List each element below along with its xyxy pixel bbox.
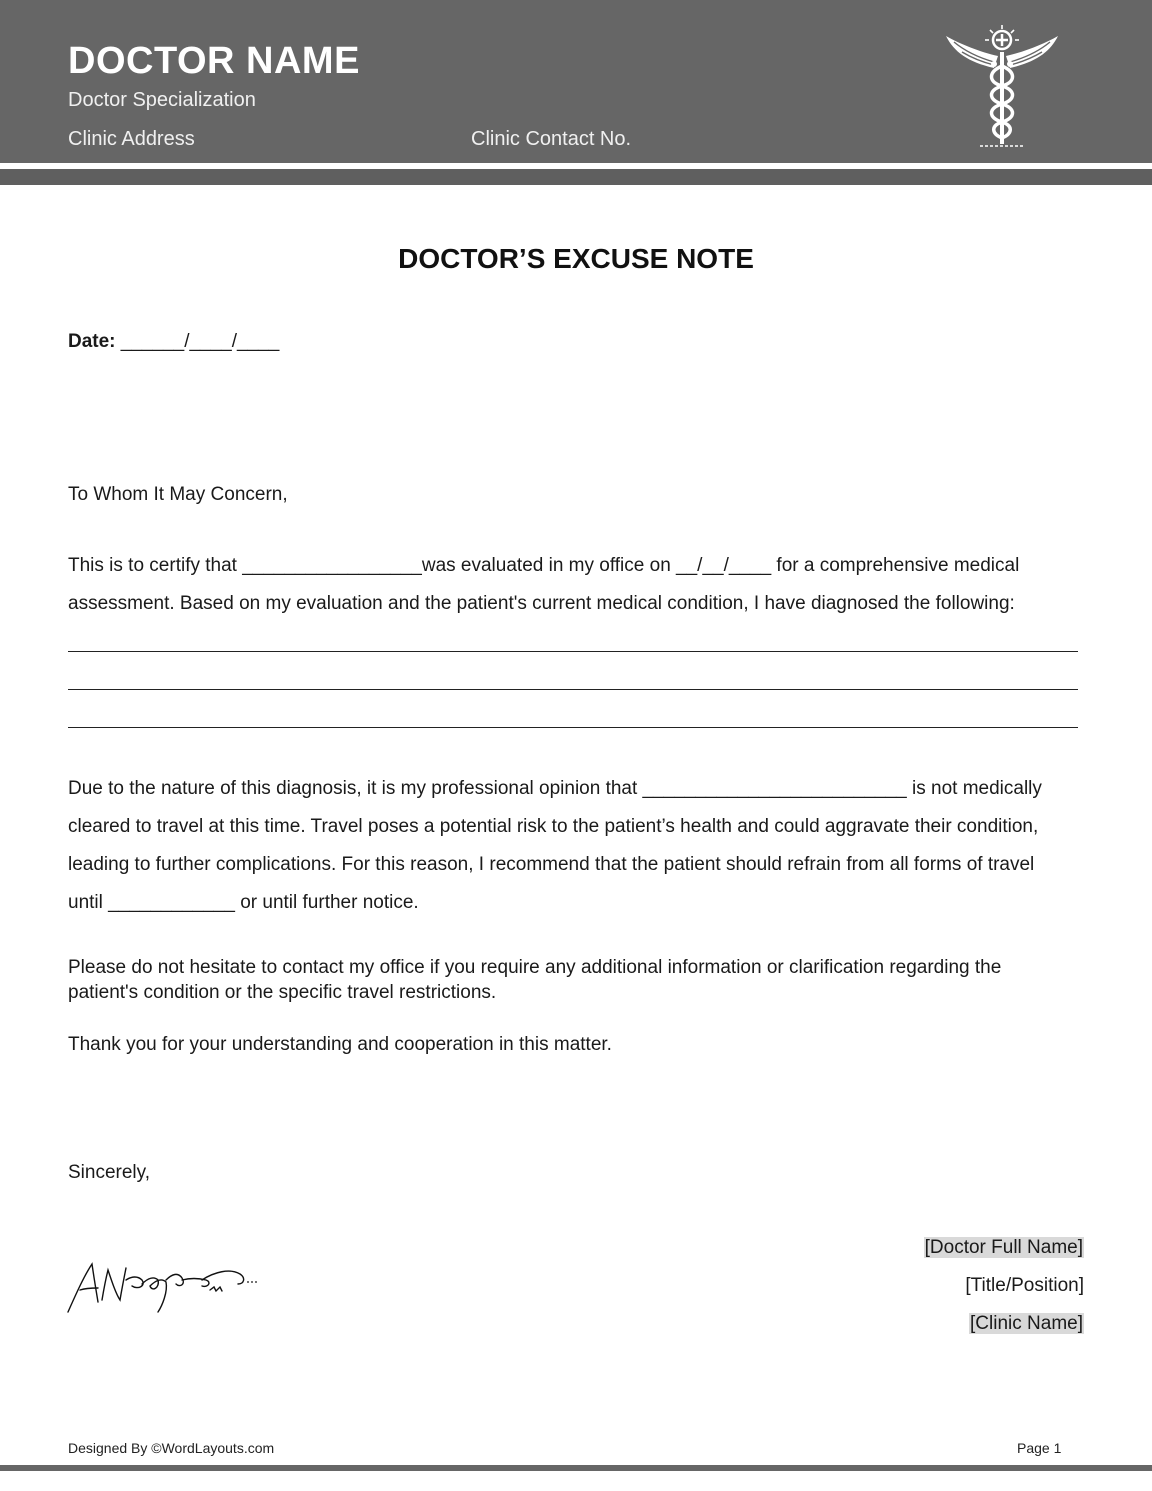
page-number: Page 1 [1017, 1440, 1062, 1456]
letterhead [0, 0, 1152, 163]
doctor-name: DOCTOR NAME [68, 40, 360, 82]
title-position-field[interactable] [965, 1275, 1084, 1297]
date-line [68, 331, 279, 353]
caduceus-wings-icon [940, 22, 1064, 154]
paragraph-3-line-1: Please do not hesitate to contact my office if you require any additional information or clarification regarding the [68, 957, 1002, 978]
paragraph-2-line-4: until ____________ or until further notice. [68, 892, 419, 913]
salutation: To Whom It May Concern, [68, 484, 288, 505]
clinic-name-field[interactable] [969, 1313, 1084, 1335]
paragraph-2-line-1: Due to the nature of this diagnosis, it is my professional opinion that _________________________ is not medically [68, 778, 1042, 799]
diagnosis-blank-line-3 [68, 727, 1078, 728]
paragraph-3-line-2: patient's condition or the specific travel restrictions. [68, 982, 497, 1003]
diagnosis-blank-line-1 [68, 651, 1078, 652]
clinic-address: Clinic Address [68, 128, 195, 150]
clinic-contact: Clinic Contact No. [471, 128, 632, 150]
paragraph-1-line-2: assessment. Based on my evaluation and the patient's current medical condition, I have diagnosed the following: [68, 593, 1015, 614]
closing: Sincerely, [68, 1162, 151, 1183]
doctor-specialization: Doctor Specialization [68, 89, 256, 111]
date-label: Date: [68, 331, 116, 352]
paragraph-2-line-3: leading to further complications. For this reason, I recommend that the patient should refrain from all forms of travel [68, 854, 1035, 875]
header-divider-dark [0, 169, 1152, 185]
diagnosis-blank-line-2 [68, 689, 1078, 690]
title-position: [Title/Position] [965, 1275, 1084, 1296]
doctor-full-name: [Doctor Full Name] [924, 1237, 1083, 1258]
paragraph-1-line-1: This is to certify that _________________was evaluated in my office on __/__/____ for a comprehensive medical [68, 555, 1020, 576]
clinic-name: [Clinic Name] [970, 1313, 1083, 1334]
footer-rule [0, 1465, 1152, 1471]
doctor-full-name-field[interactable] [924, 1237, 1084, 1259]
paragraph-4: Thank you for your understanding and cooperation in this matter. [68, 1034, 612, 1055]
handwritten-signature [62, 1250, 262, 1320]
paragraph-2-line-2: cleared to travel at this time. Travel poses a potential risk to the patient’s health and could aggravate their condition, [68, 816, 1039, 837]
document-title: DOCTOR’S EXCUSE NOTE [398, 243, 754, 274]
date-blank: ______/____/____ [120, 331, 280, 352]
footer-credit: Designed By ©WordLayouts.com [68, 1440, 275, 1456]
